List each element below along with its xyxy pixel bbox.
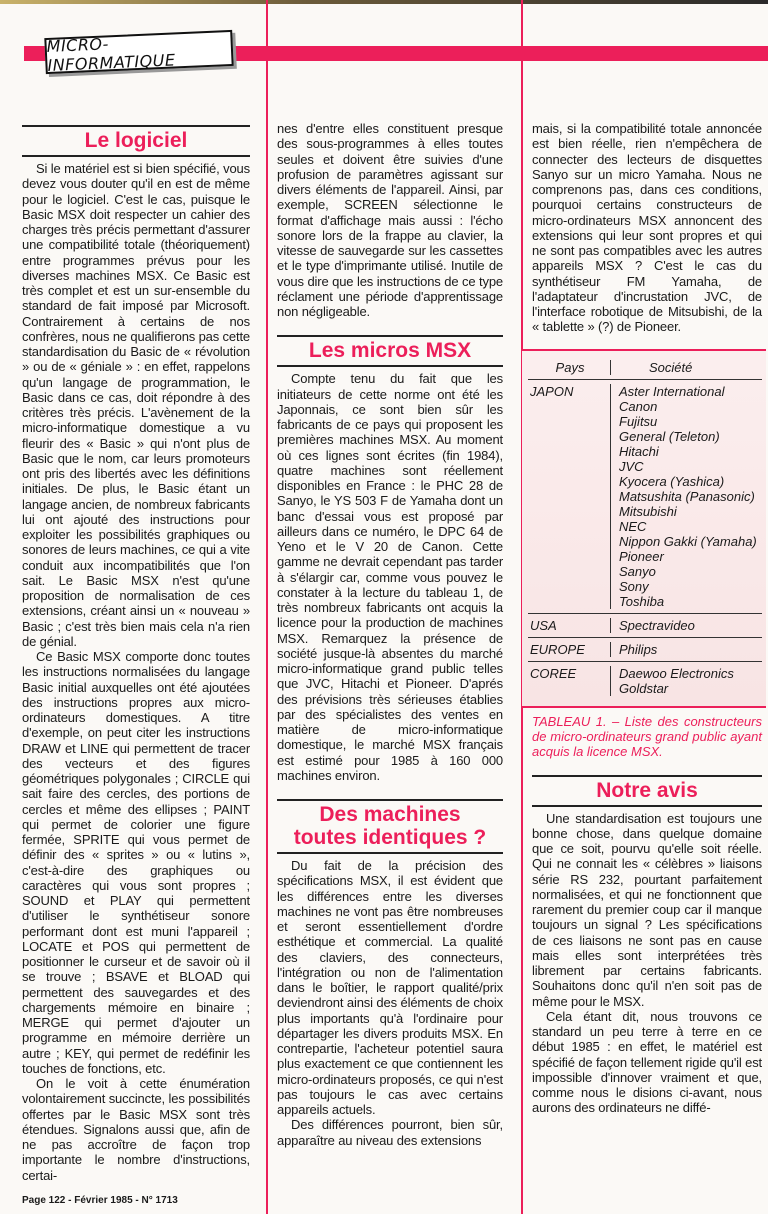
section-logo: MICRO-INFORMATIQUE	[44, 30, 233, 74]
section-heading: Des machines	[319, 803, 461, 826]
company: JVC	[619, 458, 644, 474]
company: Kyocera (Yashica)	[619, 473, 725, 489]
table-row	[528, 614, 762, 638]
company: Matsushita (Panasonic)	[619, 488, 755, 504]
table-row	[528, 380, 762, 614]
section-notre-avis	[532, 775, 762, 1116]
company: General (Teleton)	[619, 428, 720, 444]
manufacturers-table	[522, 349, 766, 708]
company: Fujitsu	[619, 413, 658, 429]
paragraph: Compte tenu du fait que les initiateurs de cette norme ont été les Japonnais, ce sont bien sûr les fabricants de ce pays qui proposent les premières machines MSX. Au moment où ces lignes sont écrites (fin 1984), quatre machines sont réellement disponibles en France : le PHC 28 de Sanyo, le YS 503 F de Yamaha dont un banc d'essai vous est proposé par ailleurs dans ce numéro, le DPC 64 de Yeno et le V 20 de Canon. Cette gamme ne devrait cependant pas tarder à s'élargir car, comme vous pouvez le constater à la lecture du tableau 1, de très nombreux fabricants ont acquis la licence pour la production de machines MSX. Remarquez la présence de société jusque-là absentes du marché micro-informatique grand public telles que JVC, Hitachi et Pioneer. D'aprés des prévisions très sérieuses établies par des spécialistes des ventes en matière de micro-informatique domestique, le marché MSX français est estimé pour 1985 à 160 000 machines environ.	[277, 371, 503, 783]
company-list	[611, 666, 734, 696]
top-edge	[0, 0, 768, 4]
company: Sony	[619, 578, 649, 594]
page-footer: Page 122 - Février 1985 - N° 1713	[22, 1194, 178, 1206]
table-header	[528, 356, 762, 380]
section-le-logiciel	[22, 125, 250, 1183]
header-pays: Pays	[528, 360, 611, 375]
company: Canon	[619, 398, 658, 414]
column-2	[277, 121, 503, 1148]
rule	[277, 365, 503, 367]
company: Aster International	[619, 383, 725, 399]
header-societe: Société	[649, 359, 693, 375]
company: Toshiba	[619, 593, 665, 609]
country: JAPON	[528, 384, 611, 609]
paragraph: Des différences pourront, bien sûr, apparaître au niveau des extensions	[277, 1117, 503, 1148]
paragraph: Ce Basic MSX comporte donc toutes les instructions normalisées du langage Basic initial auxquelles ont été ajoutées des instructions propres aux micro-ordinateurs domestiques. A titre d'exemple, on peut citer les instructions DRAW et LINE qui permettent de tracer des vecteurs et des figures géométriques polygonales ; CIRCLE qui sait faire des cercles, des portions de cercles et même des ellipses ; PAINT qui permet de colorier une figure fermée, SPRITE qui vous permet de définir des « sprites » ou « lutins », c'est-à-dire des graphiques ou caractères qui vous sont propres ; SOUND et PLAY qui permettent d'utiliser le synthétiseur sonore performant dont est muni l'appareil ; LOCATE et POS qui permettent de positionner le curseur et de savoir où il se trouve ; BSAVE et BLOAD qui permettent des sauvegardes et des chargements mémoire en binaire ; MERGE qui permet d'ajouter un programme en mémoire derrière un autre ; KEY, qui permet de redéfinir les touches de fonctions, etc.	[22, 649, 250, 1076]
section-les-micros-msx	[277, 335, 503, 783]
company: Sanyo	[619, 563, 656, 579]
company: Daewoo Electronics	[619, 665, 734, 681]
company-list	[611, 384, 757, 609]
company: Nippon Gakki (Yamaha)	[619, 533, 757, 549]
section-heading: Le logiciel	[84, 129, 188, 152]
paragraph: Cela étant dit, nous trouvons ce standard un peu terre à terre en ce début 1985 : en effet, le matériel est spécifié de façon tellement rigide qu'il est impossible d'innover vraiment et que, comme nous le disions ci-avant, nous aurons des ordinateurs ne diffé-	[532, 1008, 763, 1116]
company: Spectravideo	[619, 617, 695, 633]
company: Mitsubishi	[619, 503, 677, 519]
table-row	[528, 662, 762, 700]
paragraph: nes d'entre elles constituent presque des sous-programmes à elles toutes seules et doivent être suivies d'une profusion de paramètres agissant sur divers éléments de l'appareil. Ainsi, par exemple, SCREEN sélectionne le format d'affichage mais aussi : l'écho sonore lors de la frappe au clavier, la vitesse de sauvegarde sur les cassettes et le type d'imprimante utilisé. Inutile de vous dire que les instructions de ce type réclament une période d'apprentissage non négligeable.	[277, 121, 503, 319]
section-heading: Notre avis	[596, 778, 698, 802]
table-caption: TABLEAU 1. – Liste des constructeurs de micro-ordinateurs grand public ayant acquis la licence MSX.	[532, 713, 762, 759]
company: NEC	[619, 518, 647, 534]
rule	[532, 805, 762, 807]
column-divider	[266, 0, 268, 1214]
paragraph: Une standardisation est toujours une bonne chose, dans quelque domaine que ce soit, pourvu qu'elle soit réelle. Qui ne connait les « célèbres » liaisons série RS 232, pourtant parfaitement normalisées, et qui ne fonctionnent que rarement du premier coup car il manque toujours un signal ? Les spécifications de ces liaisons ne sont pas en cause mais elles sont interprétées très librement par certains fabricants. Souhaitons donc qu'il n'en soit pas de même pour le MSX.	[532, 810, 762, 1009]
paragraph: On le voit à cette énumération volontairement succincte, les possibilités offertes par le Basic MSX sont très étendues. Signalons aussi que, afin de ne pas accroître de façon trop importante le nombre d'instructions, certai-	[22, 1076, 250, 1183]
country: EUROPE	[528, 642, 611, 657]
rule	[277, 852, 503, 854]
country: USA	[528, 618, 611, 633]
company: Hitachi	[619, 443, 659, 459]
paragraph: Si le matériel est si bien spécifié, vous devez vous douter qu'il en est de même pour le logiciel. C'est le cas, puisque le Basic MSX doit respecter un cahier des charges très précis permettant d'assurer une compatibilité totale (théoriquement) entre programmes prévus pour les diverses machines MSX. Ce Basic est très complet et est un sur-ensemble du standard de fait imposé par Microsoft. Contrairement à certains de nos confrères, nous ne qualifierons pas cette standardisation du Basic de « révolution » ou de « géniale » : en effet, rappelons qu'un langage de programmation, le Basic dans ce cas, doit répondre à des critères très précis. L'avènement de la micro-informatique domestique a vu fleurir des « Basic » qui n'ont plus de Basic que le nom, car leurs promoteurs ont pris des libertés avec les définitions initiales. De plus, le Basic étant un langage ancien, de nombreux fabricants lui ont ajouté des instructions pour exploiter les possibilités graphiques ou sonores de leurs machines, ce qui a vite conduit aux incompatibilités que l'on sait. Le Basic MSX n'est qu'une proposition de normalisation de ces extensions, créant ainsi un « nouveau » Basic ; c'est très bien mais cela n'a rien de génial.	[22, 161, 250, 649]
rule	[22, 155, 250, 157]
paragraph: Du fait de la précision des spécifications MSX, il est évident que les différences entre les diverses machines ne vont pas être nombreuses et seront essentiellement d'ordre esthétique et commercial. La qualité des claviers, des connecteurs, l'intégration ou non de l'alimentation dans le boîtier, le rapport qualité/prix deviendront ainsi des éléments de choix plus importants qu'à l'ordinaire pour départager les divers produits MSX. En contrepartie, l'acheteur potentiel saura plus exactement ce que contiennent les micro-ordinateurs proposés, ce qui n'est pas toujours le cas avec certains appareils actuels.	[277, 858, 503, 1117]
table-row	[528, 638, 762, 662]
column-1	[22, 125, 250, 1206]
section-des-machines	[277, 799, 503, 1148]
company: Goldstar	[619, 680, 669, 696]
company: Philips	[619, 641, 658, 657]
country: COREE	[528, 666, 611, 696]
company: Pioneer	[619, 548, 664, 564]
column-3	[532, 121, 762, 1116]
paragraph: mais, si la compatibilité totale annoncée est bien réelle, rien n'empêchera de connecter des lecteurs de disquettes Sanyo sur un micro Yamaha. Nous ne comprenons pas, dans ces conditions, pourquoi certains constructeurs de micro-ordinateurs MSX annoncent des extensions qui leur sont propres et qui ne sont pas compatibles avec les autres appareils MSX ? C'est le cas du synthétiseur FM Yamaha, de l'adaptateur d'incrustation JVC, de l'interface robotique de Mitsubishi, de la « tablette » (?) de Pioneer.	[532, 121, 762, 335]
section-heading: Les micros MSX	[308, 339, 472, 363]
section-heading: toutes identiques ?	[293, 826, 487, 849]
